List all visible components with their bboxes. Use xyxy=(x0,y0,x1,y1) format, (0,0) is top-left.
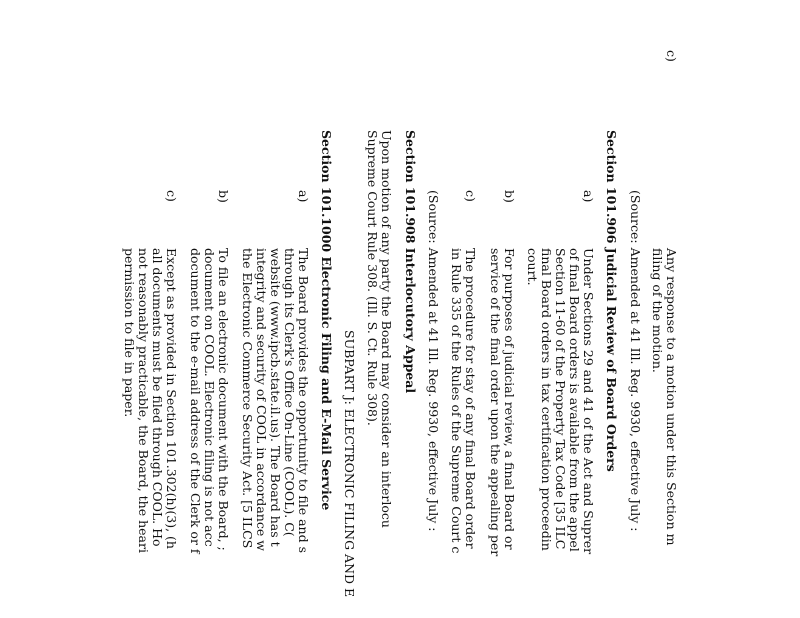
paragraph-line: through its Clerk's Office On-Line (COOL). C( xyxy=(282,248,297,537)
section-heading: Section 101.906 Judicial Review of Board Orders xyxy=(604,130,619,472)
paragraph-line: The Board provides the opportunity to file and s xyxy=(296,248,311,553)
paragraph-line: permission to file in paper. xyxy=(122,248,137,418)
paragraph-line: Under Sections 29 and 41 of the Act and Suprer xyxy=(581,248,596,555)
section-heading: Section 101.908 Interlocutory Appeal xyxy=(403,130,418,394)
paragraph-line: Upon motion of any party the Board may consider an interlocu xyxy=(379,130,394,528)
item-label-a: a) xyxy=(581,190,596,203)
subpart-heading: SUBPART J: ELECTRONIC FILING AND E xyxy=(342,330,357,598)
paragraph-line: of final Board orders is available from the appel xyxy=(567,248,582,552)
paragraph-line: Section 11-60 of the Property Tax Code [35 ILC xyxy=(553,248,568,550)
source-note: (Source: Amended at 41 Ill. Reg. 9930, effective July : xyxy=(628,190,643,532)
item-label-b: b) xyxy=(216,190,231,203)
item-label-c: c) xyxy=(164,190,179,202)
item-label-c: c) xyxy=(664,50,679,62)
paragraph-line: document to the e-mail address of the Clerk or f xyxy=(188,248,203,554)
source-note: (Source: Amended at 41 Ill. Reg. 9930, effective July : xyxy=(426,190,441,532)
paragraph-line: The procedure for stay of any final Board order xyxy=(463,248,478,549)
paragraph-line: service of the final order upon the appealing per xyxy=(488,248,503,557)
paragraph-line: not reasonably practicable, the Board, the heari xyxy=(136,248,151,553)
paragraph-line: To file an electronic document with the Board, ; xyxy=(216,248,231,551)
paragraph-line: Supreme Court Rule 308. (Ill. S. Ct. Rule 308). xyxy=(365,130,380,426)
paragraph-line: Any response to a motion under this Section m xyxy=(664,248,679,546)
item-label-b: b) xyxy=(502,190,517,203)
paragraph-line: final Board orders in tax certification proceedin xyxy=(539,248,554,551)
paragraph-line: Except as provided in Section 101.302(h)(3), (h xyxy=(164,248,179,549)
item-label-a: a) xyxy=(296,190,311,203)
paragraph-line: website (www.ipcb.state.il.us). The Board has t xyxy=(268,248,283,547)
paragraph-line: in Rule 335 of the Rules of the Supreme Court c xyxy=(449,248,464,554)
paragraph-line: integrity and security of COOL in accordance w xyxy=(254,248,269,551)
item-label-c: c) xyxy=(463,190,478,202)
paragraph-line: the Electronic Commerce Security Act. [5 ILCS xyxy=(240,248,255,549)
paragraph-line: court. xyxy=(525,248,540,286)
section-heading: Section 101.1000 Electronic Filing and E-Mail Service xyxy=(319,130,334,511)
paragraph-line: filing of the motion. xyxy=(650,248,665,373)
paragraph-line: document on COOL. Electronic filing is not acc xyxy=(202,248,217,547)
paragraph-line: all documents must be filed through COOL. Ho xyxy=(150,248,165,547)
paragraph-line: For purposes of judicial review, a final Board or xyxy=(502,248,517,550)
